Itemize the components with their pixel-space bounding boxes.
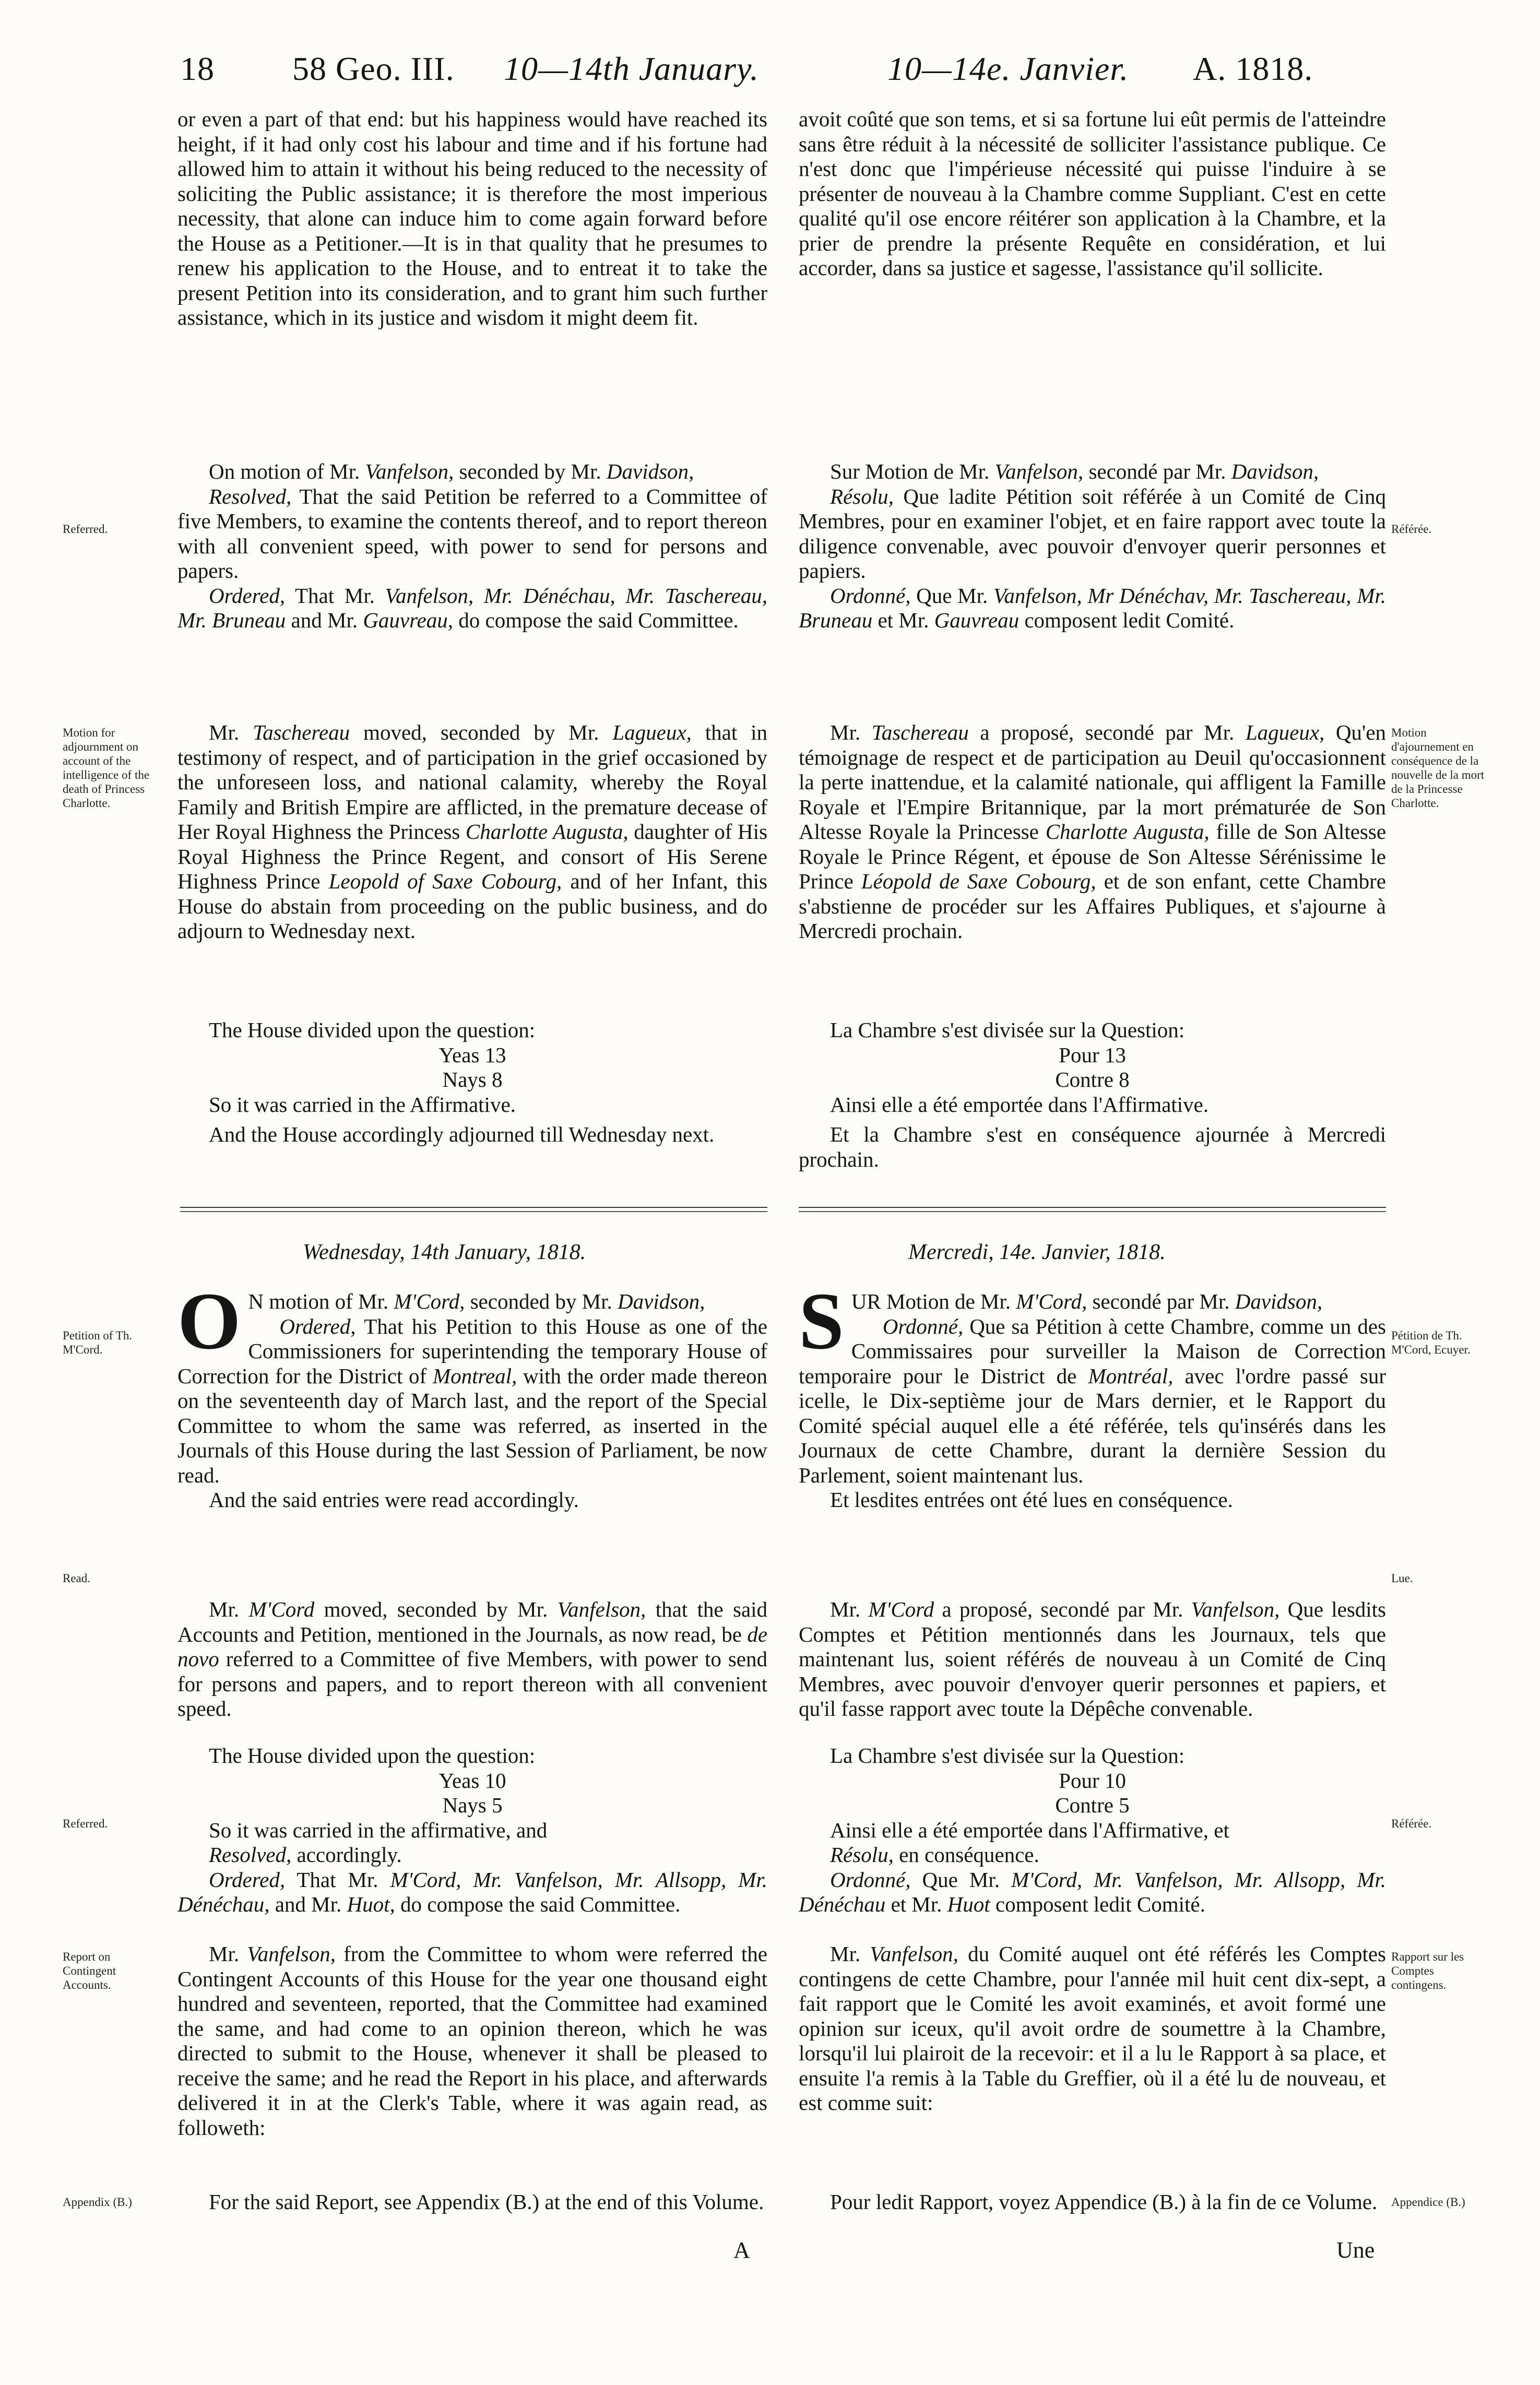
fr-mccord-petition: SUR Motion de Mr. M'Cord, secondé par Mr. Davidson, Ordonné, Que sa Pétition à cette Chambre, comme un des Commissaires pour surveiller la Maison de Correction temporaire pour le District de Montréal, avec l'ordre passé sur icelle, le Dix-septième jour de Mars dernier, et le Rapport du Comité spécial auquel elle a été référée, tels qu'insérés dans les Journaux de cette Chambre, durant la dernière Session du Parlement, soient maintenant lus. Et lesdites entrées ont été lues en conséquence. bbox=[799, 1276, 1387, 1512]
signature-mark: A bbox=[733, 2237, 750, 2263]
section-rule-fr-2 bbox=[799, 1211, 1386, 1212]
fr-yeas-2: Pour 10 bbox=[1059, 1768, 1126, 1793]
header-date-en: 10—14th January. bbox=[504, 50, 759, 87]
fr-nays-1: Contre 8 bbox=[1055, 1067, 1130, 1091]
fr-mccord-motion: Mr. M'Cord a proposé, secondé par Mr. Vanfelson, Que lesdits Comptes et Pétition mentionnés dans les Journaux, tels que maintenant lus, soient référés de nouveau à un Comité de Cinq Membres, avec pouvoir d'envoyer querir personnes et papiers, et qu'il fasse rapport avec toute la Dépêche convenable. bbox=[799, 1597, 1387, 1720]
fr-appendix: Pour ledit Rapport, voyez Appendice (B.) à la fin de ce Volume. bbox=[830, 2190, 1378, 2214]
margin-left-motion-adjourn: Motion for adjournment on account of the intelligence of the death of Princess Charlotte. bbox=[63, 726, 150, 810]
fr-division-1: La Chambre s'est divisée sur la Question: Pour 13 Contre 8 Ainsi elle a été emportée dans l'Affirmative. Et la Chambre s'est en conséquence ajournée à Mercredi prochain. bbox=[799, 1018, 1386, 1171]
fr-dateline: Mercredi, 14e. Janvier, 1818. bbox=[908, 1240, 1166, 1264]
en-appendix: For the said Report, see Appendix (B.) at the end of this Volume. bbox=[209, 2190, 764, 2214]
fr-para-top: avoit coûté que son tems, et si sa fortune lui eût permis de l'atteindre sans être réduit à la nécessité de solliciter l'assistance publique. Ce n'est donc que l'impérieuse nécessité qui puisse l'induire à se présenter de nouveau à la Chambre comme Suppliant. C'est en cette qualité qu'il ose encore réitérer son application à la Chambre, et la prier de prendre la présente Requête en considération, et lui accorder, dans sa justice et sagesse, l'assistance qu'il sollicite. bbox=[799, 107, 1386, 280]
margin-left-appendix: Appendix (B.) bbox=[63, 2196, 132, 2209]
margin-right-report: Rapport sur les Comptes contingens. bbox=[1391, 1950, 1464, 1991]
en-nays-2: Nays 5 bbox=[442, 1793, 503, 1817]
section-rule-en bbox=[180, 1207, 767, 1208]
fr-motion-taschereau: Mr. Taschereau a proposé, secondé par Mr. Lagueux, Qu'en témoignage de respect et de participation au Deuil qu'occasionnent la perte inattendue, et la calamité nationale, qui affligent la Famille Royale et l'Empire Britannique, par la mort prématurée de Son Altesse Royale la Princesse Charlotte Augusta, fille de Son Altesse Royale le Prince Régent, et épouse de Son Altesse Sérénissime le Prince Léopold de Saxe Cobourg, et de son enfant, cette Chambre s'abstienne de procéder sur les Affaires Publiques, et s'ajourne à Mercredi prochain. bbox=[799, 720, 1387, 943]
margin-left-referred-1: Referred. bbox=[63, 523, 108, 536]
fr-dropcap: S bbox=[799, 1276, 844, 1366]
margin-right-read: Lue. bbox=[1391, 1572, 1413, 1585]
margin-left-read: Read. bbox=[63, 1572, 91, 1585]
fr-division-2: La Chambre s'est divisée sur la Question: Pour 10 Contre 5 Ainsi elle a été emportée dans l'Affirmative, et Résolu, en conséquence. Ordonné, Que Mr. M'Cord, Mr. Vanfelson, Mr. Allsopp, Mr. Dénéchau et Mr. Huot composent ledit Comité. bbox=[799, 1743, 1387, 1916]
section-rule-fr bbox=[799, 1207, 1386, 1208]
en-dateline: Wednesday, 14th January, 1818. bbox=[303, 1240, 586, 1264]
en-yeas-2: Yeas 10 bbox=[439, 1768, 506, 1793]
catchword: Une bbox=[1336, 2237, 1375, 2263]
en-division-1: The House divided upon the question: Yeas 13 Nays 8 So it was carried in the Affirmative. And the House accordingly adjourned till Wednesday next. bbox=[177, 1018, 767, 1147]
en-report: Mr. Vanfelson, from the Committee to whom were referred the Contingent Accounts of this House for the year one thousand eight hundred and seventeen, reported, that the Committee had examined the same, and had come to an opinion thereon, which he was directed to submit to the House, whenever it shall be pleased to receive the same; and he read the Report in his place, and afterwards delivered it in at the Clerk's Table, where it was again read, as followeth: bbox=[177, 1942, 767, 2140]
margin-right-appendix: Appendice (B.) bbox=[1391, 2196, 1465, 2209]
en-nays-1: Nays 8 bbox=[442, 1067, 503, 1091]
fr-report: Mr. Vanfelson, du Comité auquel ont été référés les Comptes contingens de cette Chambre, pour l'année mil huit cent dix-sept, a fait rapport que le Comité les avoit examinés, et avoit formé une opinion sur iceux, qu'il avoit ordre de soumettre à la Chambre, lorsqu'il lui plairoit de la recevoir: et il a lu le Rapport à sa place, et ensuite l'a remis à la Table du Greffier, où il a été lu de nouveau, et est comme suit: bbox=[799, 1942, 1387, 2115]
page-number: 18 bbox=[180, 50, 215, 87]
en-para-top: or even a part of that end: but his happiness would have reached its height, if it had only cost his labour and time and if his fortune had allowed him to attain it without his being reduced to the necessity of soliciting the Public assistance; it is therefore the most imperious necessity, that alone can induce him to come again forward before the House as a Petitioner.—It is in that quality that he presumes to renew his application to the House, and to entreat it to take the present Petition into its consideration, and to grant him such further assistance, which in its justice and wisdom it might deem fit. bbox=[177, 107, 767, 329]
margin-right-motion-adjourn: Motion d'ajournement en conséquence de la nouvelle de la mort de la Princesse Charlotte. bbox=[1391, 726, 1485, 810]
en-motion-vanfelson: On motion of Mr. Vanfelson, seconded by Mr. Davidson, Resolved, That the said Petition be referred to a Committee of five Members, to examine the contents thereof, and to report thereon with all convenient speed, with power to send for persons and papers. Ordered, That Mr. Vanfelson, Mr. Dénéchau, Mr. Taschereau, Mr. Bruneau and Mr. Gauvreau, do compose the said Committee. bbox=[177, 459, 768, 632]
fr-motion-vanfelson: Sur Motion de Mr. Vanfelson, secondé par Mr. Davidson, Résolu, Que ladite Pétition soit référée à un Comité de Cinq Membres, pour en examiner l'objet, et en faire rapport avec toute la diligence convenable, avec pouvoir d'envoyer querir personnes et papiers. Ordonné, Que Mr. Vanfelson, Mr Dénéchav, Mr. Taschereau, Mr. Bruneau et Mr. Gauvreau composent ledit Comité. bbox=[799, 459, 1387, 632]
header-date-fr: 10—14e. Janvier. bbox=[887, 50, 1129, 87]
margin-left-referred-2: Referred. bbox=[63, 1817, 108, 1830]
en-read: And the said entries were read accordingly. bbox=[209, 1488, 579, 1512]
margin-right-petition: Pétition de Th. M'Cord, Ecuyer. bbox=[1391, 1329, 1471, 1356]
fr-continuation bbox=[799, 107, 1386, 281]
fr-yeas-1: Pour 13 bbox=[1059, 1042, 1126, 1067]
en-mccord-petition: O N motion of Mr. M'Cord, seconded by Mr. Davidson, Ordered, That his Petition to this House as one of the Commissioners for superintending the temporary House of Correction for the District of Montreal, with the order made thereon on the seventeenth day of March last, and the report of the Special Committee to whom the same was referred, as inserted in the Journals of this House during the last Session of Parliament, be now read. And the said entries were read accordingly. bbox=[177, 1276, 768, 1512]
en-mccord-motion: Mr. M'Cord moved, seconded by Mr. Vanfelson, that the said Accounts and Petition, mentioned in the Journals, as now read, be de novo referred to a Committee of five Members, with power to send for persons and papers, and to report thereon with all convenient speed. bbox=[177, 1597, 768, 1720]
en-continuation bbox=[177, 107, 767, 330]
en-motion-taschereau: Mr. Taschereau moved, seconded by Mr. Lagueux, that in testimony of respect, and of participation in the grief occasioned by the unforeseen loss, and national calamity, whereby the Royal Family and British Empire are afflicted, in the premature decease of Her Royal Highness the Princess Charlotte Augusta, daughter of His Royal Highness the Prince Regent, and consort of His Serene Highness Prince Leopold of Saxe Cobourg, and of her Infant, this House do abstain from proceeding on the public business, and do adjourn to Wednesday next. bbox=[177, 720, 768, 943]
en-dropcap: O bbox=[177, 1276, 241, 1366]
fr-nays-2: Contre 5 bbox=[1055, 1793, 1130, 1817]
margin-right-referred-2: Référée. bbox=[1391, 1817, 1432, 1830]
header-year: A. 1818. bbox=[1193, 50, 1313, 87]
margin-right-referred-1: Référée. bbox=[1391, 523, 1432, 536]
header-reign: 58 Geo. III. bbox=[292, 50, 455, 87]
margin-left-petition: Petition of Th. M'Cord. bbox=[63, 1329, 133, 1356]
en-yeas-1: Yeas 13 bbox=[439, 1042, 506, 1067]
fr-read: Et lesdites entrées ont été lues en conséquence. bbox=[830, 1488, 1233, 1512]
section-rule-en-2 bbox=[180, 1211, 767, 1212]
en-division-2: The House divided upon the question: Yeas 10 Nays 5 So it was carried in the affirmative, and Resolved, accordingly. Ordered, That Mr. M'Cord, Mr. Vanfelson, Mr. Allsopp, Mr. Dénéchau, and Mr. Huot, do compose the said Committee. bbox=[177, 1743, 767, 1916]
margin-left-report: Report on Contingent Accounts. bbox=[63, 1950, 116, 1991]
